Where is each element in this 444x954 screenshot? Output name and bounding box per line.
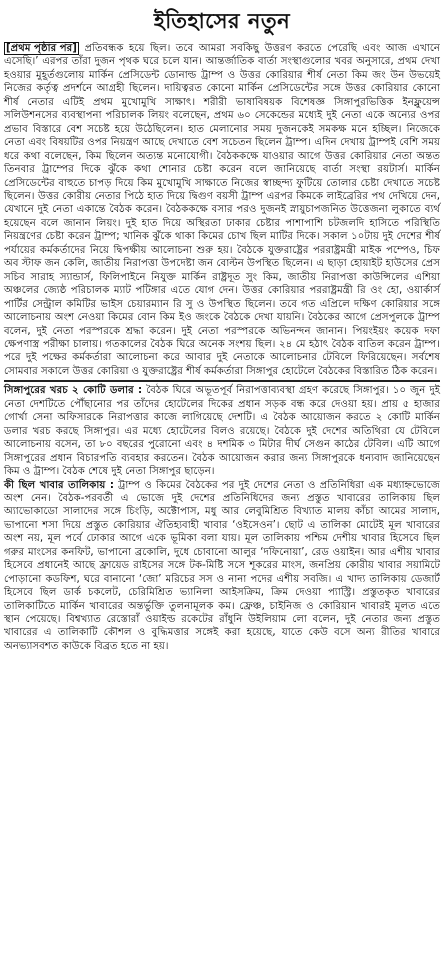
- article-paragraph-3: [4, 479, 440, 654]
- article-paragraph-1: [4, 42, 440, 378]
- article-headline: ইতিহাসের নতুন: [153, 9, 291, 33]
- section-divider: [4, 380, 440, 382]
- article-body: [4, 42, 440, 653]
- section-heading-menu: কী ছিল খাবার তালিকায় :: [4, 479, 114, 491]
- section-heading-cost: সিঙ্গাপুরের খরচ ২ কোটি ডলার :: [4, 385, 143, 397]
- continuation-label: [প্রথম পৃষ্ঠার পর]: [6, 43, 77, 54]
- article-paragraph-2: [4, 384, 440, 478]
- paragraph-3-text: ট্রাম্প ও কিমের বৈঠকের পর দুই দেশের নেতা ও প্রতিনিধিরা এক মধ্যাহ্নভোজে অংশ নেন। বৈঠক-পরবর্তী এ ভোজে দুই দেশের প্রতিনিধিদের জন্য প্রস্তুত খাবারের তালিকায় ছিল অ্যাভোকাডো সালাদের সঙ্গে চিংড়ি, অক্টোপাস, মধু আর লেবুমিশ্রিত বিখ্যাত মালয় কাঁচা আমের সালাদ, ভাপানো শসা দিয়ে প্রস্তুত কোরিয়ার ঐতিহ্যবাহী খাবার ‘ওইসেওন’। ছোট এ তালিকা মোটেই মূল খাবারের অংশ নয়, মূল পর্বে ঢোকার আগে একে ভূমিকা বলা যায়। মূল তালিকায় পশ্চিম দেশীয় খাবার হিসেবে ছিল গরুর মাংসের কনফিট, ভাপানো ব্রকোলি, দুধে চোবানো আলুর ‘দফিনোয়া’, রেড ওয়াইন। আর এশীয় খাবার হিসেবে প্রধানেই আছে ফ্রায়েড রাইসের সঙ্গে টক-মিষ্টি সসে শূকরের মাংস, জনপ্রিয় কোরীয় খাবার সয়ামিটে পোড়ানো কডফিশ, ঘরে বানানো ‘জো’ মরিচের সস ও নানা পদের এশীয় সবজি। এ খাদ্য তালিকায় ডেজার্ট হিসেবে ছিল ডার্ক চকলেট, চেরিমিশ্রিত ভ্যানিলা আইসক্রিম, ক্রিম দেওয়া প্যাস্ট্রি। প্রস্তুতকৃত খাবারের তালিকাটিতে মার্কিন খাবারের অন্তর্ভুক্তি তুলনামূলক কম। ফ্রেঞ্চ, চাইনিজ ও কোরিয়ান খাবারই মূলত এতে স্থান পেয়েছে। বিশ্বখ্যাত রেস্তোরাঁ ওয়াইল্ড রকেটের রাঁধুনি উইলিয়াম লো বলেন, দুই নেতার জন্য প্রস্তুত খাবারের এ তালিকাটি কৌশল ও বুদ্ধিমত্তার সঙ্গেই করা হয়েছে, যাতে কেউ বসে অন্য রীতির খাবারে অনভ্যাসবশত কাউকে বিব্রত হতে না হয়।: [4, 479, 440, 652]
- paragraph-2-text: বৈঠক ঘিরে অভূতপূর্ব নিরাপত্তাব্যবস্থা গ্রহণ করেছে সিঙ্গাপুর। ১০ জুন দুই নেতা দেশটিতে পৌঁছানোর পর তাঁদের হোটেলের দিকের প্রধান সড়ক বন্ধ করে দেওয়া হয়। প্রায় ৫ হাজার গোর্খা সেনা অফিসারকে নিরাপত্তার কাজে লাগিয়েছে দেশটি। এ বৈঠক আয়োজন করতে ২ কোটি মার্কিন ডলার খরচ করছে সিঙ্গাপুর। এর মধ্যে হোটেলের বিলও রয়েছে। বৈঠকে দুই দেশের অতিথিরা যে টেবিলে আলোচনায় বসেন, তা ৮০ বছরের পুরোনো এবং ৪ দশমিক ৩ মিটার দীর্ঘ সেগুন কাঠের টেবিল। এটি আগে সিঙ্গাপুরের প্রধান বিচারপতি ব্যবহার করতেন। বৈঠক আয়োজন করার জন্য সিঙ্গাপুরকে ধন্যবাদ জানিয়েছেন কিম ও ট্রাম্প। বৈঠক শেষে দুই নেতা সিঙ্গাপুর ছাড়েন।: [4, 385, 440, 478]
- paragraph-1-text: প্রতিবন্ধক হয়ে ছিল। তবে আমরা সবকিছু উত্তরণ করতে পেরেছি এবং আজ এখানে এসেছি।’ এরপর তাঁরা দুজন পৃথক ঘরে চলে যান। আন্তর্জাতিক বার্তা সংস্থাগুলোর খবর অনুসারে, প্রথম দেখা হওয়ার মুহূর্তগুলোয় মার্কিন প্রেসিডেন্ট ডোনাল্ড ট্রাম্প ও উত্তর কোরিয়ার শীর্ষ নেতা কিম জং উন উভয়েই নিজের কর্তৃত্ব প্রদর্শনে আগ্রহী ছিলেন। দায়িত্বরত কোনো মার্কিন প্রেসিডেন্টের সঙ্গে উত্তর কোরিয়ার কোনো শীর্ষ নেতার এটিই প্রথম মুখোমুখি সাক্ষাৎ। শরীরী ভাষাবিষয়ক বিশেষজ্ঞ সিঙ্গাপুরভিত্তিক ইনফ্লুয়েন্স সলিউশনসের ব্যবস্থাপনা পরিচালক লিয়ং বলেছেন, প্রথম ৬০ সেকেন্ডের মধ্যেই দুই নেতা একে অন্যের ওপর প্রভাব বিস্তারে বেশ সচেষ্ট হয়ে উঠেছিলেন। হাত মেলানোর সময় দুজনকেই সমকক্ষ মনে হচ্ছিল। নিজেকে নেতা এবং বিষয়টির ওপর নিয়ন্ত্রণ আছে দেখাতে বেশ সচেতন ছিলেন ট্রাম্প। এদিন দেখায় ট্রাম্পই বেশি সময় ধরে কথা বলেছেন, কিম ছিলেন অত্যন্ত মনোযোগী। বৈঠককক্ষে যাওয়ার আগে উত্তর কোরিয়ার নেতা অন্তত তিনবার ট্রাম্পের দিকে ঝুঁকে কথা শোনার চেষ্টা করেন বলে জানিয়েছে বার্তা সংস্থা রয়টার্স। মার্কিন প্রেসিডেন্টের বাহুতে চাপড় দিয়ে কিম মুখোমুখি সাক্ষাতে নিজের স্বাচ্ছন্দ্য ফুটিয়ে তোলার চেষ্টা দেখাতে সচেষ্ট ছিলেন। উত্তর কোরীয় নেতার পিঠে হাত দিয়ে দ্বিগুণ বয়সী ট্রাম্প এরপর কিমকে লাইব্রেরির পথ দেখিয়ে দেন, যেখানে দুই নেতা একান্তে বৈঠক করেন। বৈঠককক্ষে বসার পরও দুজনই স্নায়ুচাপজনিত উত্তেজনা লুকাতে ব্যর্থ হয়েছেন বলে জানান লিয়ং। দুই হাত দিয়ে অস্থিরতা ঢাকার চেষ্টার পাশাপাশি চটজলদি হাসিতে পরিস্থিতি নিয়ন্ত্রণের চেষ্টা করেন ট্রাম্প; খানিক ঝুঁকে থাকা কিমের চোখ ছিল মাটির দিকে। সকাল ১০টায় দুই দেশের শীর্ষ পর্যায়ের কর্মকর্তাদের নিয়ে দ্বিপক্ষীয় আলোচনা শুরু হয়। বৈঠকে যুক্তরাষ্ট্রের পররাষ্ট্রমন্ত্রী মাইক পম্পেও, চিফ অব স্টাফ জন কেলি, জাতীয় নিরাপত্তা উপদেষ্টা জন বোল্টন উপস্থিত ছিলেন। এ ছাড়া হোয়াইট হাউসের প্রেস সচিব সারাহ স্যান্ডার্স, ফিলিপাইনে নিযুক্ত মার্কিন রাষ্ট্রদূত সুং কিম, জাতীয় নিরাপত্তা কাউন্সিলের এশিয়া অঞ্চলের জ্যেষ্ঠ পরিচালক ম্যাট পটিঙ্গার এতে যোগ দেন। উত্তর কোরিয়ার পররাষ্ট্রমন্ত্রী রি ওং হো, ওয়ার্কার্স পার্টির সেন্ট্রাল কমিটির ভাইস চেয়ারম্যান রি সু ও উপস্থিত ছিলেন। তবে গত এপ্রিলে দক্ষিণ কোরিয়ার সঙ্গে আলোচনায় অংশ নেওয়া কিমের বোন কিম ইও জংকে বৈঠকে দেখা যায়নি। বৈঠকের আগে প্রেসপুলকে ট্রাম্প বলেন, দুই নেতা পরস্পরকে শ্রদ্ধা করেন। দুই নেতা পরস্পরকে অভিনন্দন জানান। পিয়ংইয়ং কয়েক দফা ক্ষেপণাস্ত্র পরীক্ষা চালায়। গতকালের বৈঠক ঘিরে অনেক সংশয় ছিল। ২৪ মে হঠাৎ বৈঠক বাতিল করেন ট্রাম্প। পরে দুই পক্ষের কর্মকর্তারা আলোচনা করে আবার দুই নেতাকে আলোচনার টেবিলে ফিরিয়েছেন। সর্বশেষ সোমবার সকালে উত্তর কোরিয়া ও যুক্তরাষ্ট্রের শীর্ষ কর্মকর্তারা সিঙ্গাপুর হোটেলে বৈঠকের বিস্তারিত ঠিক করেন।: [4, 43, 440, 377]
